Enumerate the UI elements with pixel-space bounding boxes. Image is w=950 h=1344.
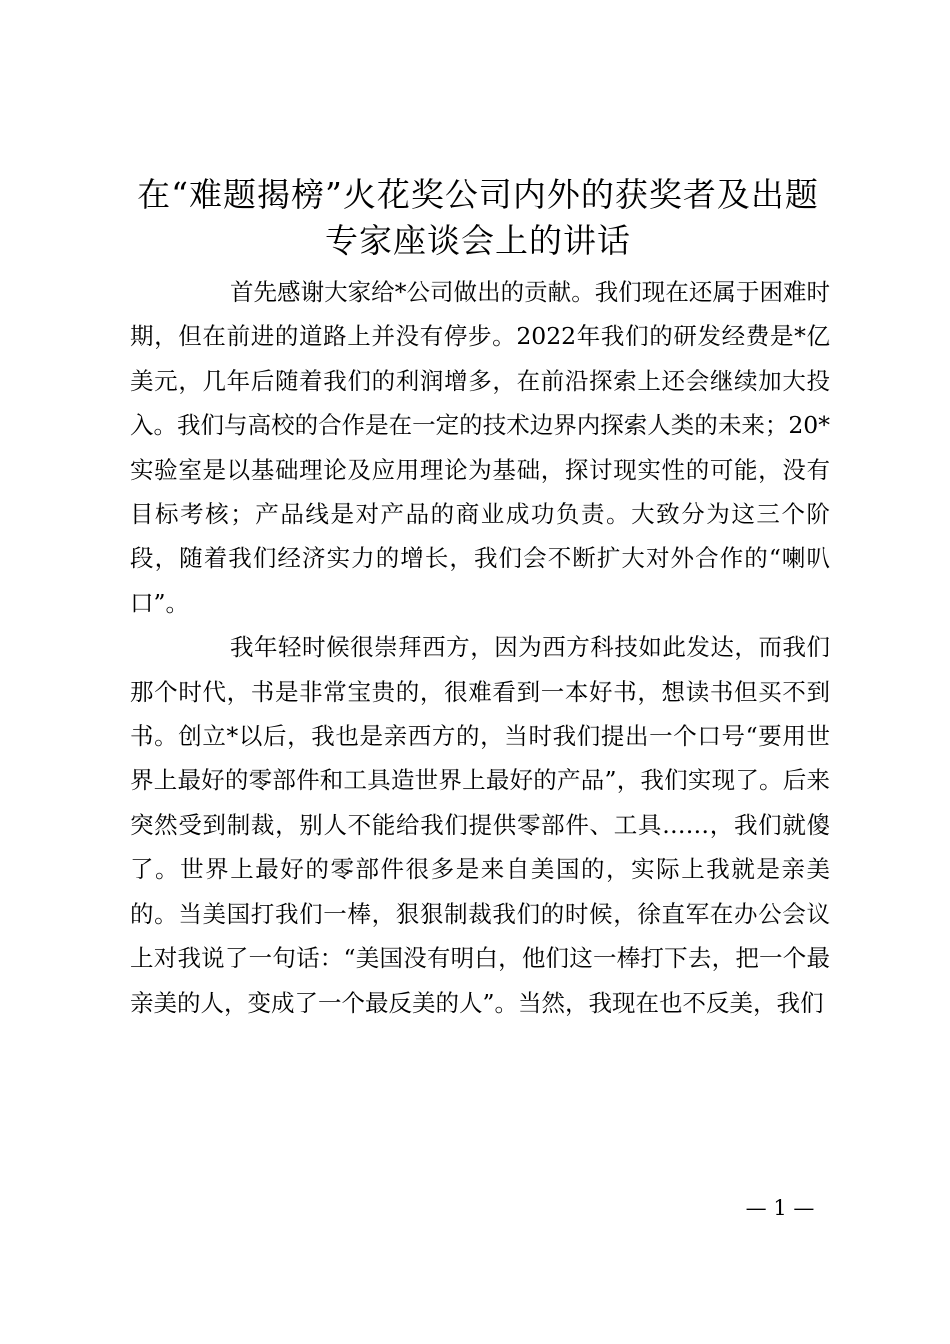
paragraph-2: 我年轻时候很崇拜西方，因为西方科技如此发达，而我们那个时代，书是非常宝贵的，很难看到一本好书，想读书但买不到书。创立*以后，我也是亲西方的，当时我们提出一个口号“要用世界上最好的零部件和工具造世界上最好的产品”，我们实现了。后来突然受到制裁，别人不能给我们提供零部件、工具……，我们就傻了。世界上最好的零部件很多是来自美国的，实际上我就是亲美的。当美国打我们一棒，狠狠制裁我们的时候，徐直军在办公会议上对我说了一句话：“美国没有明白，他们这一棒打下去，把一个最亲美的人，变成了一个最反美的人”。当然，我现在也不反美，我们 xyxy=(130,633,830,1017)
page-number: — 1 — xyxy=(745,1196,815,1220)
document-title: 在“难题揭榜”火花奖公司内外的获奖者及出题专家座谈会上的讲话 xyxy=(137,175,819,260)
document-body xyxy=(130,270,830,1025)
paragraph-1: 首先感谢大家给*公司做出的贡献。我们现在还属于困难时期，但在前进的道路上并没有停步。2022年我们的研发经费是*亿美元，几年后随着我们的利润增多，在前沿探索上还会继续加大投入。我们与高校的合作是在一定的技术边界内探索人类的未来；20*实验室是以基础理论及应用理论为基础，探讨现实性的可能，没有目标考核；产品线是对产品的商业成功负责。大致分为这三个阶段，随着我们经济实力的增长，我们会不断扩大对外合作的“喇叭口”。 xyxy=(130,278,830,617)
